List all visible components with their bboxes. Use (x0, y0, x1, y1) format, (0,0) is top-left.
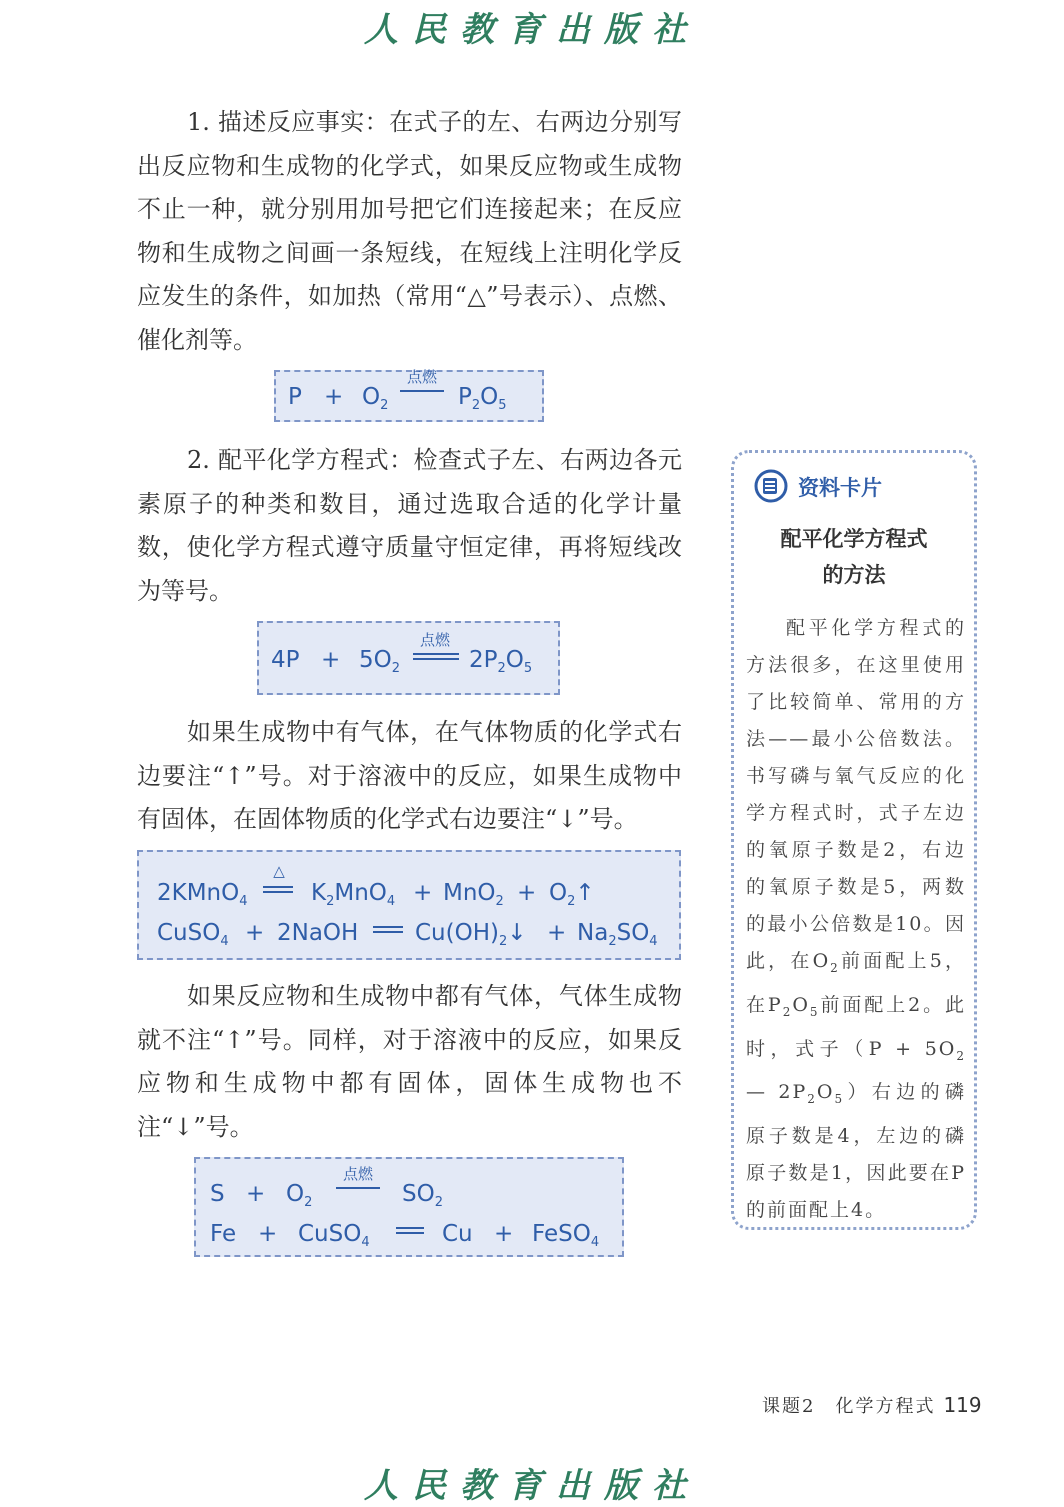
formula: $O_2$ (286, 1181, 313, 1210)
paragraph-no-marks: 如果反应物和生成物中都有气体，气体生成物就不注“↑”号。同样，对于溶液中的反应，如果反应物和生成物中都有固体，固体生成物也不注“↓”号。 (137, 982, 682, 1141)
equation-box-4 (194, 1157, 624, 1257)
formula: $O_2↑$ (549, 880, 595, 909)
section-title: 课题2 化学方程式 (762, 1396, 936, 1417)
formula: $SO_2$ (402, 1181, 443, 1210)
equals-line-top (263, 886, 293, 888)
condition-label: 点燃 (419, 631, 450, 649)
equation-kmno4 (139, 862, 679, 912)
equals-line-top (373, 926, 403, 928)
paragraph-balance-equation: 2. 配平化学方程式：检查式子左、右两边各元素原子的种类和数目，通过选取合适的化学计量数，使化学方程式遵守质量守恒定律，再将短线改为等号。 (137, 446, 682, 605)
arrow-line (400, 390, 444, 392)
arrow-line (336, 1187, 380, 1189)
equation-box-3 (137, 850, 681, 960)
formula: $P_2O_5$ (458, 384, 507, 413)
equation-p-o2 (276, 368, 542, 416)
formula: $K_2MnO_4$ (311, 880, 396, 909)
equals-line-bottom (373, 931, 403, 933)
info-card (731, 450, 977, 1230)
formula: FeSO$_4$ (532, 1221, 600, 1250)
formula: Fe (210, 1221, 237, 1247)
equation-4p-5o2 (259, 631, 558, 679)
plus-sign: + (245, 920, 265, 946)
equals-line-top (396, 1227, 424, 1229)
document-icon (754, 469, 788, 503)
formula: $Cu(OH)_2↓$ (415, 920, 527, 949)
formula: Cu (442, 1221, 473, 1247)
page-number: 119 (943, 1393, 982, 1417)
equation-s-o2 (196, 1165, 622, 1213)
condition-label: 点燃 (342, 1165, 373, 1183)
equation-cuso4-naoh (139, 912, 679, 952)
formula: P (288, 384, 302, 410)
plus-sign: + (517, 880, 537, 906)
formula: S (210, 1181, 225, 1207)
heat-symbol: △ (273, 862, 285, 880)
precipitate-arrow: ↓ (507, 920, 527, 946)
paragraph-gas-solid-marks: 如果生成物中有气体，在气体物质的化学式右边要注“↑”号。对于溶液中的反应，如果生成物中有固体，在固体物质的化学式右边要注“↓”号。 (137, 718, 682, 833)
gas-arrow: ↑ (575, 880, 595, 906)
formula: $O_2$ (362, 384, 389, 413)
formula: $Na_2SO_4$ (577, 920, 658, 949)
formula: 2KMnO$_4$ (157, 880, 248, 909)
card-label: 资料卡片 (798, 476, 882, 500)
equation-box-2 (257, 621, 560, 695)
card-body-text: 配平化学方程式的方法很多，在这里使用了比较简单、常用的方法——最小公倍数法。书写磷与氧气反应的化学方程式时，式子左边的氧原子数是2，右边的氧原子数是5，两数的最小公倍数是10。因此，在$O_2$前面配上5，在$P_2O_5$前面配上2。此时，式子（$P + 5O_2$ — $2P_2O_5$）右边的磷原子数是4，左边的磷原子数是1，因此要在P的前面配上4。 (746, 617, 966, 1222)
equation-fe-cuso4 (196, 1213, 622, 1253)
formula: CuSO$_4$ (157, 920, 229, 949)
plus-sign: + (494, 1221, 514, 1247)
paragraph-describe-reaction: 1. 描述反应事实：在式子的左、右两边分别写出反应物和生成物的化学式，如果反应物或生成物不止一种，就分别用加号把它们连接起来；在反应物和生成物之间画一条短线，在短线上注明化学反应发生的条件，如加热（常用“△”号表示）、点燃、催化剂等。 (137, 108, 682, 354)
condition-label: 点燃 (406, 368, 437, 386)
plus-sign: + (413, 880, 433, 906)
equation-box-1 (274, 370, 544, 422)
plus-sign: + (324, 384, 344, 410)
plus-sign: + (258, 1221, 278, 1247)
equals-line-bottom (396, 1232, 424, 1234)
plus-sign: + (321, 647, 341, 673)
equals-line-top (413, 653, 459, 655)
card-title-line2: 的方法 (822, 563, 886, 587)
publisher-logo-bottom: 人民教育出版社 (364, 1466, 700, 1506)
plus-sign: + (246, 1181, 266, 1207)
formula: 4P (271, 647, 300, 673)
equals-line-bottom (413, 658, 459, 660)
formula: CuSO$_4$ (298, 1221, 370, 1250)
page-footer (762, 1392, 982, 1418)
formula: MnO$_2$ (443, 880, 504, 909)
equals-line-bottom (263, 891, 293, 893)
publisher-logo-top: 人民教育出版社 (364, 10, 700, 50)
formula: 2NaOH (277, 920, 359, 946)
formula: $2P_2O_5$ (469, 647, 533, 676)
plus-sign: + (547, 920, 567, 946)
card-title-line1: 配平化学方程式 (780, 527, 928, 551)
formula: $5O_2$ (359, 647, 401, 676)
